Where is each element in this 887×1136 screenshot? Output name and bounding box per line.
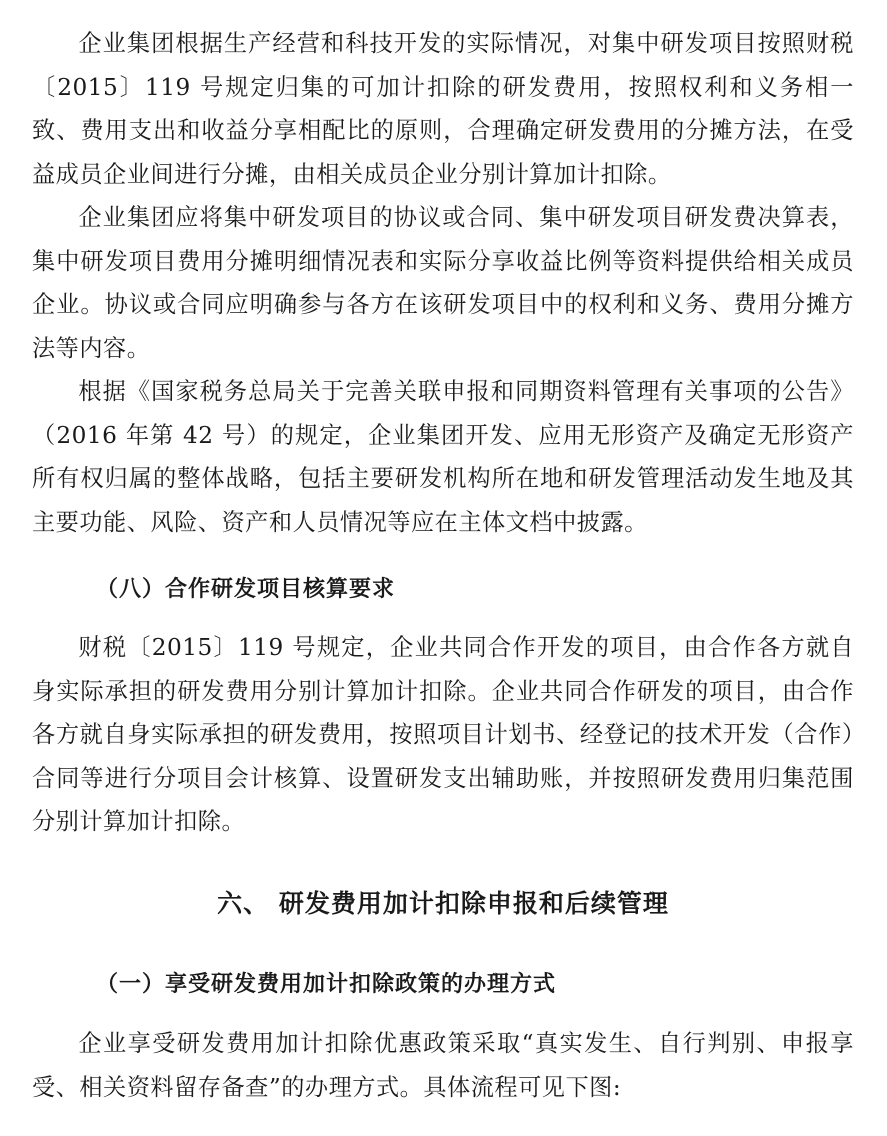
subheading-handling-method: （一）享受研发费用加计扣除政策的办理方式 <box>96 972 557 997</box>
section-title-declaration: 六、 研发费用加计扣除申报和后续管理 <box>217 889 669 918</box>
paragraph-disclosure-requirement: 根据《国家税务总局关于完善关联申报和同期资料管理有关事项的公告》（2016 年第 42 号）的规定，企业集团开发、应用无形资产及确定无形资产所有权归属的整体战略，包括主要研发机构所在地和研发管理活动发生地及其主要功能、风险、资产和人员情况等应在主体文档中披露。 <box>32 378 854 536</box>
subheading-cooperative-rd: （八）合作研发项目核算要求 <box>96 577 396 602</box>
paragraph-handling-method: 企业享受研发费用加计扣除优惠政策采取“真实发生、自行判别、申报享受、相关资料留存备查”的办理方式。具体流程可见下图: <box>32 1030 854 1101</box>
paragraph-group-rd-allocation: 企业集团根据生产经营和科技开发的实际情况，对集中研发项目按照财税〔2015〕119 号规定归集的可加计扣除的研发费用，按照权利和义务相一致、费用支出和收益分享相配比的原则，合理确定研发费用的分摊方法，在受益成员企业间进行分摊，由相关成员企业分别计算加计扣除。 <box>32 30 854 188</box>
paragraph-cooperative-rd: 财税〔2015〕119 号规定，企业共同合作开发的项目，由合作各方就自身实际承担的研发费用分别计算加计扣除。企业共同合作研发的项目，由合作各方就自身实际承担的研发费用，按照项目计划书、经登记的技术开发（合作）合同等进行分项目会计核算、设置研发支出辅助账，并按照研发费用归集范围分别计算加计扣除。 <box>32 634 854 835</box>
paragraph-group-rd-documents: 企业集团应将集中研发项目的协议或合同、集中研发项目研发费决算表，集中研发项目费用分摊明细情况表和实际分享收益比例等资料提供给相关成员企业。协议或合同应明确参与各方在该研发项目中的权利和义务、费用分摊方法等内容。 <box>32 204 854 362</box>
